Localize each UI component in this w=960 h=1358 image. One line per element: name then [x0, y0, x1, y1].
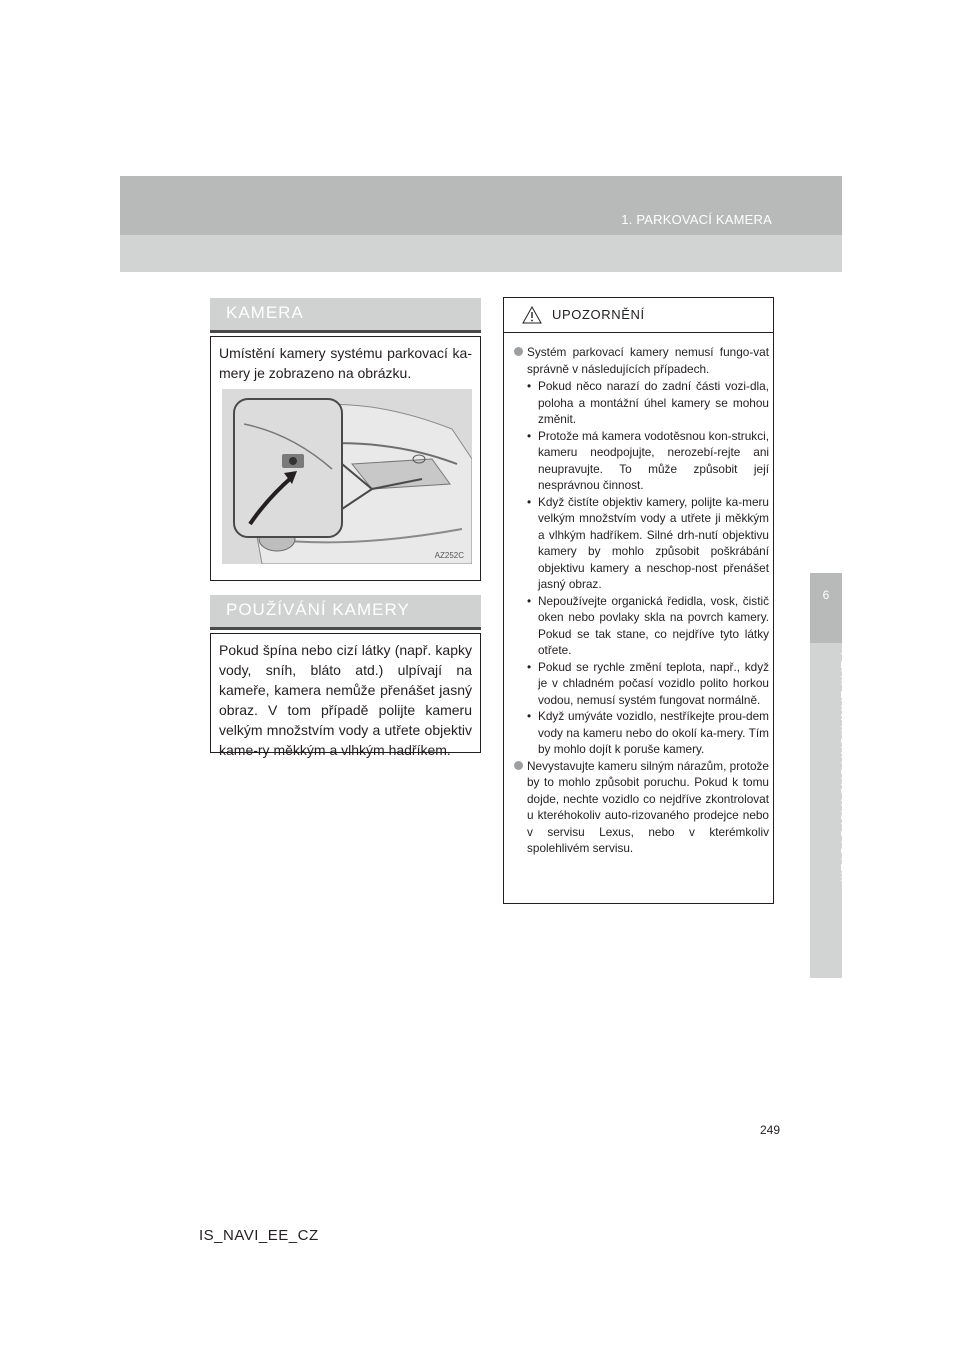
warning-subitem-text: Když umýváte vozidlo, nestříkejte prou-dem vody na kameru nebo do okolí ka-mery. Tím by mohlo dojít k poruše kamery. [538, 709, 769, 756]
warning-subitem-text: Pokud něco narazí do zadní části vozi-dla, poloha a montážní úhel kamery se mohou změnit. [538, 379, 769, 426]
page-number: 249 [759, 1123, 780, 1137]
warning-box [503, 297, 774, 904]
camera-location-illustration [222, 389, 472, 564]
warning-item-text: Nevystavujte kameru silným nárazům, protože by to mohlo způsobit poruchu. Pokud k tomu dojde, nechte vozidlo co nejdříve zkontrolovat u kteréhokoliv auto-rizovaného prodejce nebo v servisu Lexus, nebo v kterémkoliv spolehlivém servisu. [527, 758, 769, 855]
warning-subitem [514, 708, 769, 758]
warning-header [504, 298, 773, 333]
warning-item [514, 758, 769, 857]
warning-subitem-text: Když čistíte objektiv kamery, polijte ka-meru velkým množstvím vody a utřete ji měkkým a vlhkým hadříkem. Silné drh-nutí objektivu kamery by mohlo způsobit poškrábání objektivu kamery a neschop-nost přenášet jasný obraz. [538, 494, 769, 591]
warning-body [514, 344, 769, 858]
bullet-icon: • [527, 379, 532, 393]
bullet-icon: • [527, 659, 532, 674]
bullet-icon: • [527, 494, 532, 509]
chapter-tab [810, 573, 842, 643]
section-heading-text: POUŽÍVÁNÍ KAMERY [226, 600, 410, 619]
header-subbar [120, 235, 842, 272]
section-text: Pokud špína nebo cizí látky (např. kapky vody, sníh, bláto atd.) ulpívají na kameře, kamera nemůže přenášet jasný obraz. V tom případě polijte kameru velkým množstvím vody a utřete objektiv kame-ry měkkým a vlhkým hadříkem. [219, 642, 472, 758]
section-heading-pouzivani [210, 595, 481, 630]
warning-triangle-icon [522, 306, 542, 324]
bullet-icon: • [527, 593, 532, 608]
bullet-dot-icon [514, 347, 523, 356]
warning-subitem [514, 659, 769, 709]
figure-label: AZ252C [434, 551, 464, 560]
bullet-icon: • [527, 428, 532, 443]
section-text: Umístění kamery systému parkovací ka-mery je zobrazeno na obrázku. [219, 345, 472, 381]
chapter-title: 1. PARKOVACÍ KAMERA [621, 212, 772, 227]
section-box-kamera [210, 336, 481, 581]
warning-item [514, 344, 769, 377]
warning-item-text: Systém parkovací kamery nemusí fungo-vat správně v následujících případech. [527, 345, 769, 376]
warning-subitem-text: Pokud se rychle změní teplota, např., když je v chladném počasí vozidlo polito horkou vodou, nemusí systém fungovat normálně. [538, 659, 769, 707]
section-box-pouzivani [210, 633, 481, 758]
warning-subitem [514, 593, 769, 659]
chapter-number: 6 [822, 588, 830, 602]
warning-subitem [514, 428, 769, 494]
warning-subitem [514, 494, 769, 593]
section-heading-kamera [210, 298, 481, 333]
bullet-dot-icon [514, 761, 523, 770]
section-heading-text: KAMERA [226, 303, 304, 322]
warning-subitem-text: Protože má kamera vodotěsnou kon-strukci, kameru neodpojujte, nerozebí-rejte ani neupravujte. To může způsobit její nesprávnou činnost. [538, 428, 769, 492]
chapter-tab-label: PERIFERNÍ MONITOROVACÍ SYSTÉM [838, 652, 852, 883]
document-code: IS_NAVI_EE_CZ [199, 1227, 319, 1244]
warning-subitem [514, 378, 769, 428]
bullet-icon: • [527, 709, 532, 723]
car-rear-illustration [222, 389, 472, 564]
warning-subitem-text: Nepoužívejte organická ředidla, vosk, čistič oken nebo povlaky skla na povrch kamery. Pokud se tak stane, co nejdříve tyto látky otřete. [538, 593, 769, 657]
warning-title: UPOZORNĚNÍ [552, 307, 645, 322]
